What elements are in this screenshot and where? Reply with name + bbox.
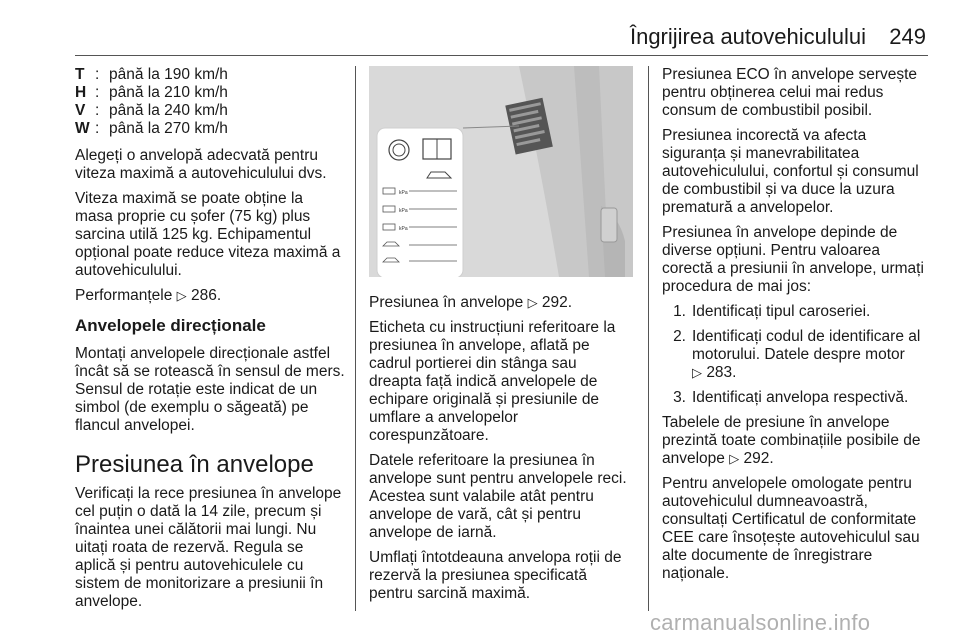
main-heading: Presiunea în anvelope — [75, 451, 314, 478]
list-item: 3. Identificați anvelopa respectivă. — [673, 389, 909, 406]
column-divider-1 — [355, 66, 356, 611]
svg-text:kPa: kPa — [399, 226, 408, 232]
door-frame-illustration-icon — [369, 66, 633, 277]
page-ref-link[interactable]: 292. — [541, 294, 573, 311]
procedure-list — [662, 303, 928, 407]
page-header — [75, 0, 928, 56]
paragraph: Eticheta cu instrucțiuni referitoare la presiunea în anvelope, aflată pe cadrul portierei din stânga sau dreapta față indică anvelopele de echipare originală și presiunile de umflare a anvelopelor corespunzătoare. — [369, 319, 616, 444]
speed-row: T : până la 190 km/h — [75, 66, 228, 83]
column-1 — [75, 66, 345, 618]
page-ref-link[interactable]: 283. — [706, 364, 737, 381]
watermark: carmanualsonline.info — [650, 610, 871, 635]
paragraph: Presiunea ECO în anvelope servește pentru obținerea celui mai redus consum de combustibil posibil. — [662, 66, 918, 119]
speed-row: W : până la 270 km/h — [75, 120, 228, 137]
page-ref-link[interactable]: 292. — [743, 450, 774, 467]
tire-pressure-label-figure — [369, 66, 633, 277]
page-ref-link[interactable]: 286. — [190, 287, 222, 304]
list-item: 2. Identificați codul de identificare al motorului. Datele despre motor ▷ 283. — [673, 328, 921, 381]
paragraph: Datele referitoare la presiunea în anvelope sunt pentru anvelopele reci. Acestea sunt valabile atât pentru anvelope de vară, cât și pentru anvelope de iarnă. — [369, 452, 627, 541]
speed-table — [75, 66, 345, 138]
column-2 — [369, 66, 633, 610]
paragraph: Presiunea incorectă va afecta siguranța și manevrabilitatea autovehiculului, confortul și consumul de combustibil și va duce la uzura prematură a anvelopelor. — [662, 127, 919, 216]
paragraph: Presiunea în anvelope depinde de diverse opțiuni. Pentru valoarea corectă a presiunii în anvelope, urmați procedura de mai jos: — [662, 224, 924, 295]
page-ref-arrow-icon[interactable]: ▷ — [729, 451, 740, 466]
paragraph: Viteza maximă se poate obține la masa proprie cu șofer (75 kg) plus sarcina utilă 125 kg. Echipamentul opțional poate reduce viteza maximă a autovehiculului. — [75, 190, 341, 279]
page-number: 249 — [889, 24, 926, 49]
paragraph: Verificați la rece presiunea în anvelope cel puțin o dată la 14 zile, precum și înaintea unei călătorii mai lungi. Nu uitați roata de rezervă. Regula se aplică și pentru autovehiculele cu sistem de monitorizare a presiunii în anvelope. — [75, 485, 342, 610]
column-3 — [662, 66, 928, 590]
page-ref-arrow-icon[interactable]: ▷ — [692, 365, 702, 380]
speed-row: V : până la 240 km/h — [75, 102, 228, 119]
svg-text:kPa: kPa — [399, 208, 408, 214]
column-divider-2 — [648, 66, 649, 611]
paragraph: Presiunea în anvelope ▷ 292. — [369, 294, 573, 311]
page-ref-arrow-icon[interactable]: ▷ — [176, 288, 187, 303]
list-item: 1. Identificați tipul caroseriei. — [673, 303, 871, 320]
paragraph: Pentru anvelopele omologate pentru autovehiculul dumneavoastră, consultați Certificatul de conformitate CEE care însoțește autovehiculul sau alte documente de înregistrare naționale. — [662, 475, 920, 582]
speed-row: H : până la 210 km/h — [75, 84, 228, 101]
paragraph: Tabelele de presiune în anvelope prezintă toate combinațiile posibile de anvelope ▷ 292. — [662, 414, 921, 467]
paragraph: Umflați întotdeauna anvelopa roții de rezervă la presiunea specificată pentru sarcină maximă. — [369, 549, 622, 602]
paragraph: Montați anvelopele direcționale astfel încât să se rotească în sensul de mers. Sensul de rotație este indicat de un simbol (de exemplu o săgeată) pe flancul anvelopei. — [75, 345, 345, 434]
paragraph: Performanțele ▷ 286. — [75, 287, 222, 304]
chapter-title: Îngrijirea autovehiculului — [629, 24, 866, 49]
paragraph: Alegeți o anvelopă adecvată pentru viteza maximă a autovehiculului dvs. — [75, 147, 327, 182]
section-heading: Anvelopele direcționale — [75, 316, 266, 335]
svg-text:kPa: kPa — [399, 190, 408, 196]
page-ref-arrow-icon[interactable]: ▷ — [527, 295, 538, 310]
